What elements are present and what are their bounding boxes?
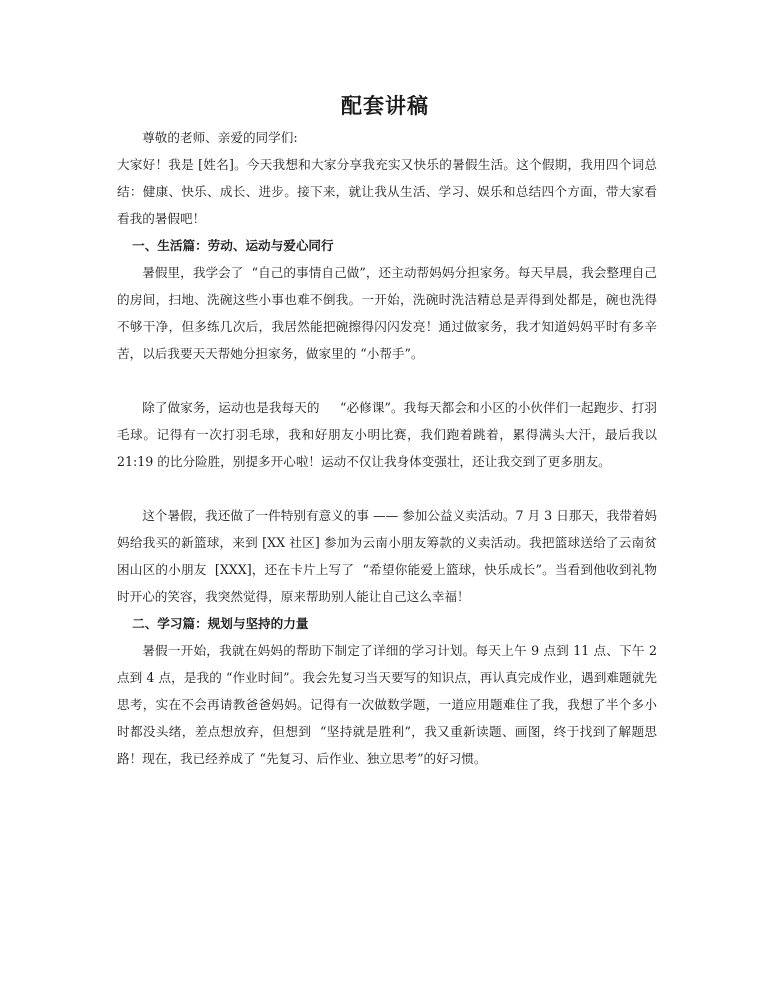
paragraph-study-plan: 暑假一开始，我就在妈妈的帮助下制定了详细的学习计划。每天上午 9 点到 11 点、下午 2 点到 4 点，是我的 “作业时间”。我会先复习当天要写的知识点，再认真完成作业，遇到难题就先思考，实在不会再请教爸爸妈妈。记得有一次做数学题，一道应用题难住了我，我想了半个多小时都没头绪，差点想放弃，但想到 “坚持就是胜利”，我又重新读题、画图，终于找到了解题思路！现在，我已经养成了 “先复习、后作业、独立思考”的好习惯。 (117, 643, 662, 766)
paragraph-charity: 这个暑假，我还做了一件特别有意义的事 —— 参加公益义卖活动。7 月 3 日那天，我带着妈妈给我买的新篮球，来到 [XX 社区] 参加为云南小朋友筹款的义卖活动。我把篮球送给了云南贫困山区的小朋友 [XXX]，还在卡片上写了 “希望你能爱上篮球，快乐成长”。当看到他收到礼物时开心的笑容，我突然觉得，原来帮助别人能让自己这么幸福！ (117, 508, 657, 604)
document-body (117, 124, 662, 772)
section-heading-life: 一、生活篇：劳动、运动与爱心同行 (132, 238, 334, 253)
greeting: 尊敬的老师、亲爱的同学们: (142, 130, 298, 145)
section-heading-study: 二、学习篇：规划与坚持的力量 (132, 616, 309, 631)
blank-line (117, 475, 657, 502)
page-title: 配套讲稿 (341, 93, 429, 118)
intro-paragraph: 大家好！我是 [姓名]。今天我想和大家分享我充实又快乐的暑假生活。这个假期，我用四个词总结：健康、快乐、成长、进步。接下来，就让我从生活、学习、娱乐和总结四个方面，带大家看看我的暑假吧！ (117, 157, 657, 226)
blank-line (117, 367, 657, 394)
paragraph-chores: 暑假里，我学会了 “自己的事情自己做”，还主动帮妈妈分担家务。每天早晨，我会整理自己的房间，扫地、洗碗这些小事也难不倒我。一开始，洗碗时洗洁精总是弄得到处都是，碗也洗得不够干净，但多练几次后，我居然能把碗擦得闪闪发亮！通过做家务，我才知道妈妈平时有多辛苦，以后我要天天帮她分担家务，做家里的 “小帮手”。 (117, 265, 657, 361)
paragraph-sports: 除了做家务，运动也是我每天的 “必修课”。我每天都会和小区的小伙伴们一起跑步、打羽毛球。记得有一次打羽毛球，我和好朋友小明比赛，我们跑着跳着，累得满头大汗，最后我以 21:19 的比分险胜，别提多开心啦！运动不仅让我身体变强壮，还让我交到了更多朋友。 (117, 400, 662, 469)
